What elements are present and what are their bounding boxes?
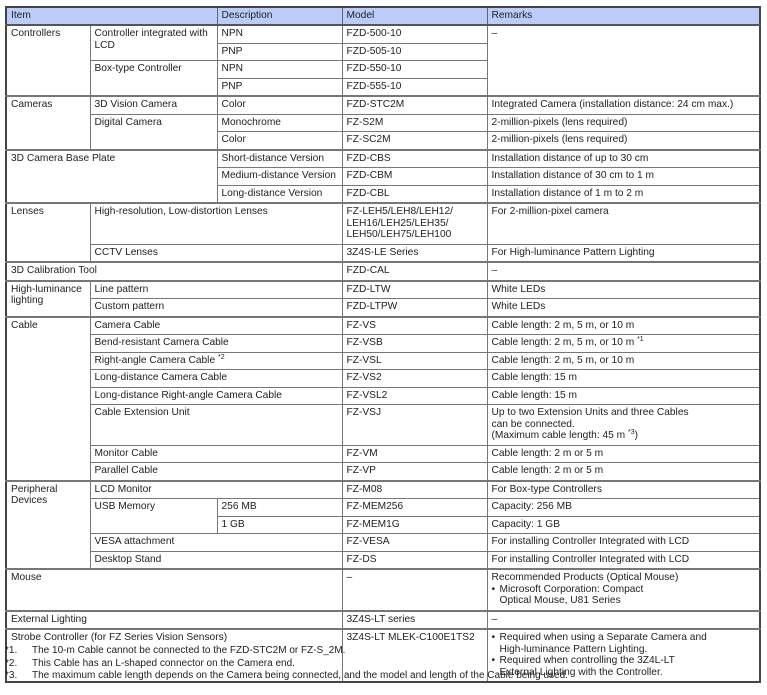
footnote-ref: *1 [637, 336, 644, 343]
remarks-cell: Capacity: 256 MB [487, 499, 760, 517]
remarks-cell: Capacity: 1 GB [487, 516, 760, 534]
footnote-ref: *2 [217, 353, 225, 361]
model-cell: FZD-550-10 [342, 61, 487, 79]
table-row [6, 463, 760, 481]
table-row [6, 551, 760, 569]
table-row [6, 569, 760, 611]
footnote-ref: *3 [627, 429, 635, 436]
subitem-cell: Long-distance Right-angle Camera Cable [90, 387, 342, 405]
footnote-mark: *3. [5, 670, 18, 681]
remarks-cell: Installation distance of 1 m to 2 m [487, 185, 760, 203]
description-cell: Short-distance Version [217, 150, 342, 168]
model-cell: FZD-STC2M [342, 96, 487, 114]
model-cell: FZD-505-10 [342, 43, 487, 61]
remarks-cell [487, 405, 760, 446]
subitem-cell: Line pattern [90, 281, 342, 299]
subitem-cell: Bend-resistant Camera Cable [90, 335, 342, 353]
remarks-line: Up to two Extension Units and three Cables [491, 407, 689, 418]
model-cell: FZ-M08 [342, 481, 487, 499]
model-cell: 3Z4S-LT MLEK-C100E1TS2 [342, 629, 487, 682]
model-cell: FZ-VSL [342, 352, 487, 370]
remarks-cell: 2-million-pixels (lens required) [487, 114, 760, 132]
subitem-cell: 3D Vision Camera [90, 96, 217, 114]
model-cell: 3Z4S-LT series [342, 611, 487, 630]
subitem-cell: CCTV Lenses [90, 244, 342, 262]
table-row [6, 405, 760, 446]
model-cell: FZ-MEM1G [342, 516, 487, 534]
item-cell: 3D Camera Base Plate [6, 150, 217, 204]
remarks-cell: For High-luminance Pattern Lighting [487, 244, 760, 262]
subitem-cell: Desktop Stand [90, 551, 342, 569]
subitem-cell: Box-type Controller [90, 61, 217, 97]
description-cell: Monochrome [217, 114, 342, 132]
model-cell: FZ-LEH5/LEH8/LEH12/ LEH16/LEH25/LEH35/ LEH50/LEH75/LEH100 [342, 203, 487, 244]
footnote-text: The maximum cable length depends on the Camera being connected, and the model and length of the Cable being used. [32, 670, 568, 681]
model-cell: FZD-555-10 [342, 78, 487, 96]
table-row [6, 387, 760, 405]
item-cell: High-luminance lighting [6, 281, 90, 317]
header-remarks: Remarks [487, 7, 760, 25]
remarks-cell: For installing Controller Integrated with LCD [487, 551, 760, 569]
table-row [6, 611, 760, 630]
remarks-cell: For Box-type Controllers [487, 481, 760, 499]
subitem-cell: High-resolution, Low-distortion Lenses [90, 203, 342, 244]
model-cell: FZD-CBS [342, 150, 487, 168]
item-cell: Cable [6, 317, 90, 481]
subitem-cell: Controller integrated with LCD [90, 25, 217, 61]
subitem-cell: USB Memory [90, 499, 217, 534]
item-cell: External Lighting [6, 611, 342, 630]
footnote-mark: *1. [5, 645, 18, 656]
remarks-list [492, 584, 756, 607]
model-cell: FZ-VSJ [342, 405, 487, 446]
item-cell: Lenses [6, 203, 90, 262]
description-cell: NPN [217, 25, 342, 43]
remarks-cell: Cable length: 2 m or 5 m [487, 463, 760, 481]
model-cell: FZD-CBL [342, 185, 487, 203]
footnote [5, 645, 765, 658]
subitem-cell: LCD Monitor [90, 481, 342, 499]
model-cell: 3Z4S-LE Series [342, 244, 487, 262]
description-cell: Medium-distance Version [217, 168, 342, 186]
table-row [6, 335, 760, 353]
model-cell: FZ-VESA [342, 534, 487, 552]
description-cell: PNP [217, 78, 342, 96]
model-cell: – [342, 569, 487, 611]
subitem-text: Right-angle Camera Cable [94, 354, 216, 366]
remarks-bullet: • Required when controlling the 3Z4L-LT External Lighting with the Controller. [492, 655, 715, 678]
subitem-cell: Cable Extension Unit [90, 405, 342, 446]
remarks-bullet: • Microsoft Corporation: Compact Optical Mouse, U81 Series [492, 584, 660, 607]
table-header-row [6, 7, 760, 25]
model-cell: FZ-VS2 [342, 370, 487, 388]
subitem-cell: Monitor Cable [90, 445, 342, 463]
table-row [6, 25, 760, 43]
model-cell: FZ-VSB [342, 335, 487, 353]
remarks-cell [487, 335, 760, 353]
description-cell: PNP [217, 43, 342, 61]
remarks-cell: Cable length: 2 m or 5 m [487, 445, 760, 463]
table-row [6, 96, 760, 114]
item-cell: Cameras [6, 96, 90, 150]
model-cell: FZD-LTPW [342, 299, 487, 317]
remarks-cell: 2-million-pixels (lens required) [487, 132, 760, 150]
remarks-cell: White LEDs [487, 281, 760, 299]
model-cell: FZD-500-10 [342, 25, 487, 43]
subitem-cell: Parallel Cable [90, 463, 342, 481]
remarks-cell: – [487, 262, 760, 281]
table-row [6, 114, 760, 132]
remarks-cell: Cable length: 2 m, 5 m, or 10 m [487, 352, 760, 370]
model-cell: FZ-VSL2 [342, 387, 487, 405]
remarks-cell [487, 569, 760, 611]
table-row [6, 534, 760, 552]
remarks-cell: Cable length: 15 m [487, 387, 760, 405]
footnote-text: The 10-m Cable cannot be connected to the FZD-STC2M or FZ-S_2M. [32, 645, 346, 656]
remarks-cell: Integrated Camera (installation distance: 24 cm max.) [487, 96, 760, 114]
subitem-cell: VESA attachment [90, 534, 342, 552]
remarks-cell: Cable length: 15 m [487, 370, 760, 388]
model-cell: FZ-VP [342, 463, 487, 481]
remarks-cell: – [487, 611, 760, 630]
footnote [5, 670, 765, 683]
header-item: Item [6, 7, 217, 25]
table-row [6, 481, 760, 499]
item-cell: Controllers [6, 25, 90, 96]
subitem-cell [90, 352, 342, 370]
model-cell: FZD-CAL [342, 262, 487, 281]
table-row [6, 299, 760, 317]
table-row [6, 445, 760, 463]
remarks-cell: Installation distance of up to 30 cm [487, 150, 760, 168]
footnote-mark: *2. [5, 657, 18, 669]
table-row [6, 203, 760, 244]
table-row [6, 150, 760, 168]
footnote [5, 658, 765, 671]
remarks-line: can be connected. [491, 418, 575, 430]
description-cell: 256 MB [217, 499, 342, 517]
model-cell: FZ-VS [342, 317, 487, 335]
remarks-text: ) [634, 430, 638, 441]
table-row [6, 262, 760, 281]
remarks-cell: For installing Controller Integrated with LCD [487, 534, 760, 552]
model-cell: FZD-CBM [342, 168, 487, 186]
table-row [6, 370, 760, 388]
subitem-cell: Camera Cable [90, 317, 342, 335]
remarks-cell: Installation distance of 30 cm to 1 m [487, 168, 760, 186]
subitem-cell: Digital Camera [90, 114, 217, 150]
model-cell: FZ-S2M [342, 114, 487, 132]
item-cell: Strobe Controller (for FZ Series Vision Sensors) [6, 629, 342, 682]
item-cell: Mouse [6, 569, 342, 611]
description-cell: 1 GB [217, 516, 342, 534]
remarks-cell: White LEDs [487, 299, 760, 317]
accessories-spec-table [5, 6, 761, 683]
subitem-cell: Custom pattern [90, 299, 342, 317]
table-row [6, 317, 760, 335]
remarks-line [492, 430, 756, 442]
remarks-line: Recommended Products (Optical Mouse) [491, 572, 679, 583]
model-cell: FZ-DS [342, 551, 487, 569]
footnotes [5, 645, 765, 683]
description-cell: Color [217, 132, 342, 150]
model-cell: FZ-SC2M [342, 132, 487, 150]
table-row [6, 281, 760, 299]
table-row [6, 244, 760, 262]
table-row [6, 352, 760, 370]
model-cell: FZ-VM [342, 445, 487, 463]
item-cell: 3D Calibration Tool [6, 262, 342, 281]
remarks-bullet: • Required when using a Separate Camera and High-luminance Pattern Lighting. [492, 632, 715, 655]
remarks-cell: – [487, 25, 760, 96]
model-cell: FZD-LTW [342, 281, 487, 299]
item-cell: Peripheral Devices [6, 481, 90, 570]
remarks-cell: Cable length: 2 m, 5 m, or 10 m [487, 317, 760, 335]
description-cell: Color [217, 96, 342, 114]
model-cell: FZ-MEM256 [342, 499, 487, 517]
table-row [6, 499, 760, 517]
remarks-text: (Maximum cable length: 45 m [491, 430, 628, 441]
header-description: Description [217, 7, 342, 25]
footnote-text: This Cable has an L-shaped connector on the Camera end. [32, 657, 295, 669]
remarks-cell: For 2-million-pixel camera [487, 203, 760, 244]
subitem-cell: Long-distance Camera Cable [90, 370, 342, 388]
remarks-text: Cable length: 2 m, 5 m, or 10 m [491, 337, 635, 348]
description-cell: Long-distance Version [217, 185, 342, 203]
description-cell: NPN [217, 61, 342, 79]
header-model: Model [342, 7, 487, 25]
